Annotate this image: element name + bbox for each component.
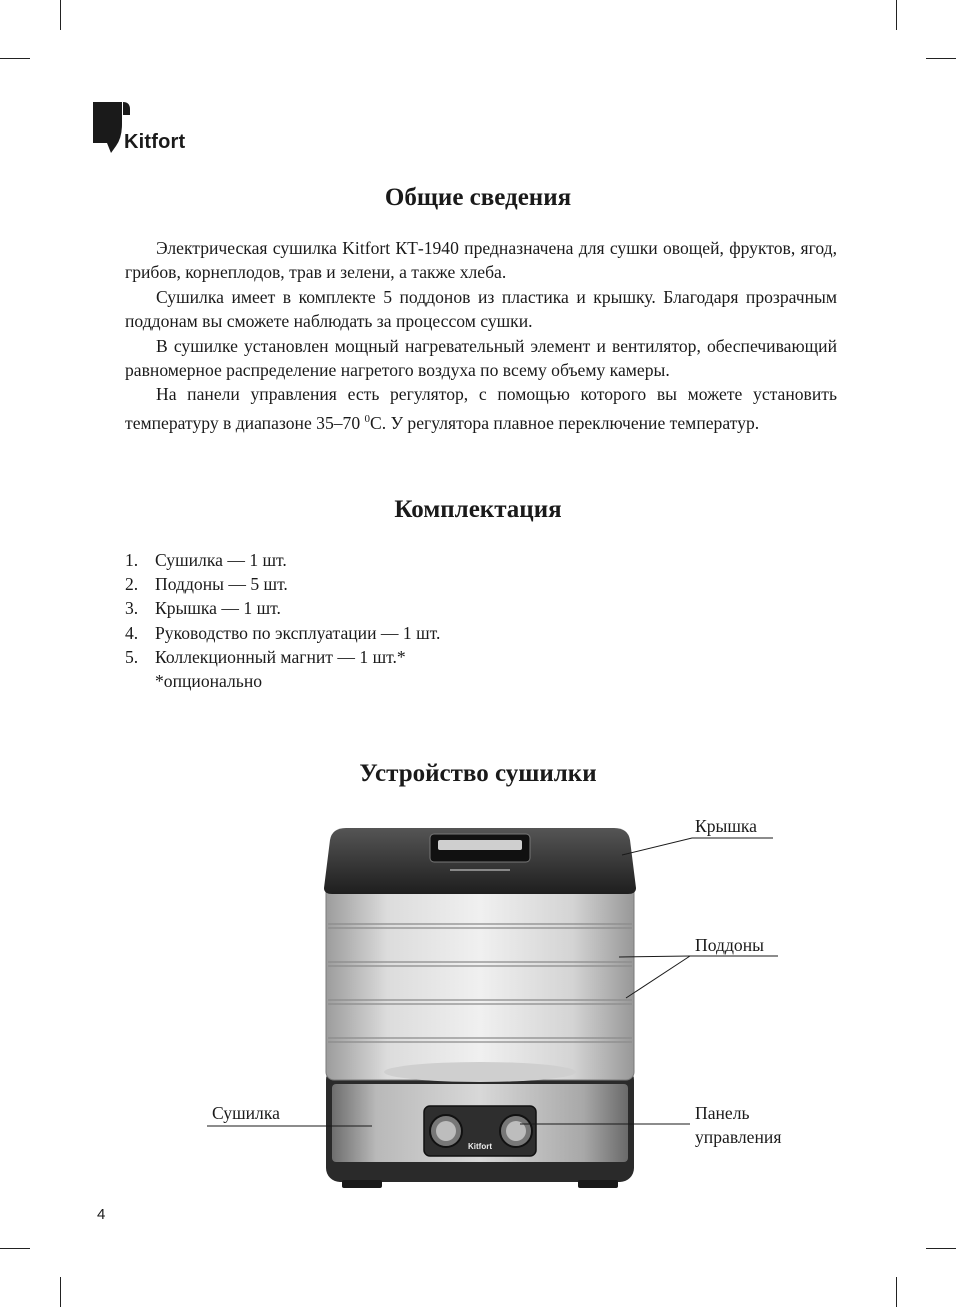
crop-mark: [896, 1277, 897, 1307]
kit-item-number: 2.: [125, 574, 139, 595]
callout-control-panel: [695, 1101, 781, 1149]
kit-item-number: 4.: [125, 622, 139, 643]
kit-item-text: Поддоны — 5 шт.: [155, 574, 288, 595]
crop-mark: [0, 58, 30, 59]
paragraph: Сушилка имеет в комплекте 5 поддонов из пластика и крышку. Благодаря прозрачным поддонам вы сможете наблюдать за процессом сушки.: [125, 286, 837, 332]
callout-lid: Крышка: [695, 816, 757, 836]
kit-item: [125, 645, 440, 669]
callout-control-panel-line1: Панель: [695, 1103, 750, 1123]
kit-note: *опционально: [155, 671, 263, 692]
brand-name: Kitfort: [124, 131, 186, 153]
crop-mark: [926, 1248, 956, 1249]
kit-list: [125, 548, 440, 693]
general-text: [125, 236, 837, 435]
kit-item: [125, 621, 440, 645]
kit-item-number: 1.: [125, 550, 139, 570]
crop-mark: [60, 1277, 61, 1307]
temperature-text-end: С. У регулятора плавное переключение температур.: [370, 412, 760, 433]
temperature-text: На панели управления есть регулятор, с помощью которого вы можете установить температуру в диапазоне 35–70: [125, 384, 837, 433]
kit-item: [125, 596, 440, 620]
crop-mark: [926, 58, 956, 59]
degree-mark: 0: [364, 412, 371, 425]
crop-mark: [0, 1248, 30, 1249]
panel-brand-label: Kitfort: [468, 1142, 492, 1151]
kit-item-number: 3.: [125, 598, 139, 619]
kit-item: [125, 572, 440, 596]
crop-mark: [60, 0, 61, 30]
section-title-kit: Комплектация: [394, 496, 562, 523]
kit-item-text: Сушилка — 1 шт.: [155, 550, 287, 570]
paragraph-temperature: [125, 382, 837, 435]
kit-item-text: Руководство по эксплуатации — 1 шт.: [155, 622, 441, 643]
crop-mark: [896, 0, 897, 30]
kit-item-text: Крышка — 1 шт.: [155, 598, 281, 619]
kit-item-number: 5.: [125, 646, 139, 667]
paragraph: Электрическая сушилка Kitfort КТ-1940 предназначена для сушки овощей, фруктов, ягод, грибов, корнеплодов, трав и зелени, а также хлеба.: [125, 238, 837, 283]
section-title-device: Устройство сушилки: [359, 760, 597, 787]
dehydrator-illustration: [310, 818, 650, 1190]
section-title-general: Общие сведения: [384, 184, 572, 211]
kit-item: [125, 548, 440, 572]
page-number: 4: [97, 1206, 106, 1223]
callout-trays: Поддоны: [695, 935, 764, 955]
callout-dryer: Сушилка: [212, 1103, 280, 1123]
kit-item-text: Коллекционный магнит — 1 шт.*: [155, 646, 406, 667]
callout-control-panel-line2: управления: [695, 1127, 782, 1147]
paragraph: В сушилке установлен мощный нагревательный элемент и вентилятор, обеспечивающий равномерное распределение нагретого воздуха по всему объему камеры.: [125, 335, 837, 381]
